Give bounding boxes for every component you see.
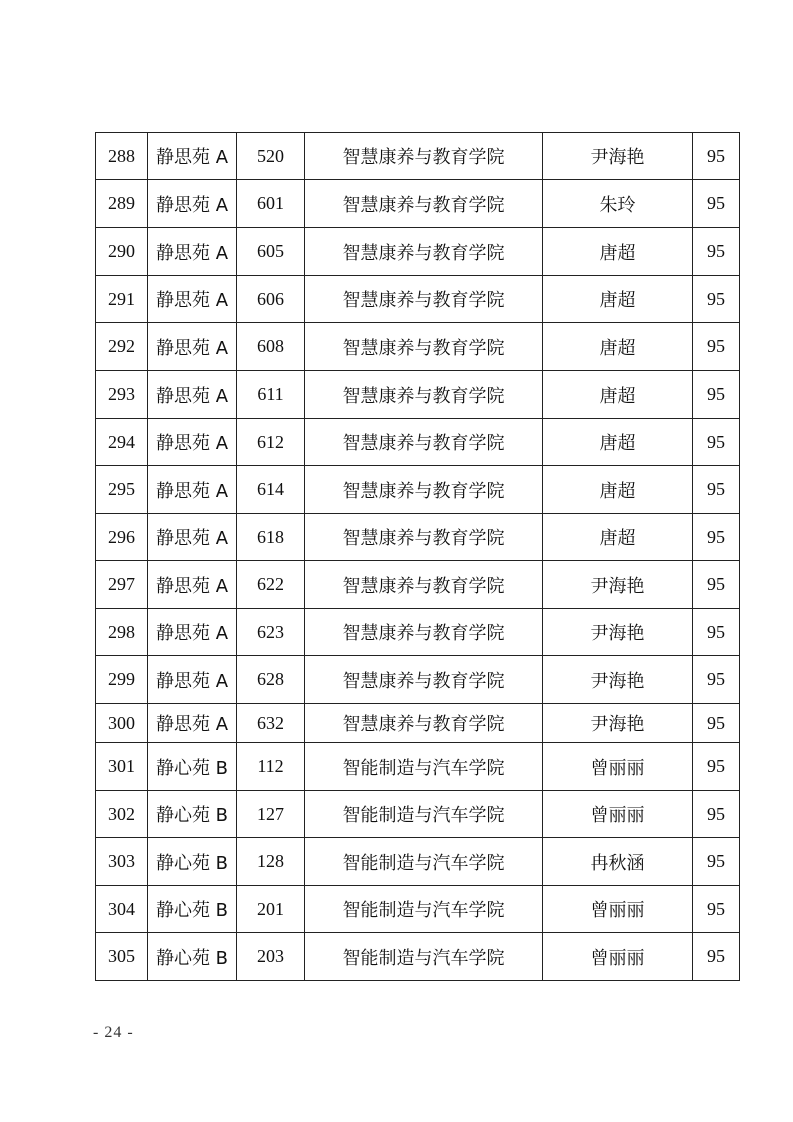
score-cell: 95 [693, 656, 740, 704]
table-row [96, 561, 740, 609]
row-number: 299 [96, 656, 148, 704]
table-row [96, 656, 740, 704]
teacher-name-cell: 尹海艳 [543, 133, 693, 180]
teacher-name-cell: 曾丽丽 [543, 743, 693, 791]
table-row [96, 466, 740, 514]
college-cell: 智慧康养与教育学院 [305, 466, 543, 514]
college-cell: 智慧康养与教育学院 [305, 561, 543, 609]
room-cell: 628 [237, 656, 305, 704]
score-cell: 95 [693, 228, 740, 276]
table-row [96, 791, 740, 838]
teacher-name-cell: 唐超 [543, 228, 693, 276]
teacher-name-cell: 尹海艳 [543, 656, 693, 704]
building-cell: 静思苑 A [148, 656, 237, 704]
room-cell: 112 [237, 743, 305, 791]
building-cell: 静思苑 A [148, 466, 237, 514]
college-cell: 智慧康养与教育学院 [305, 276, 543, 323]
room-cell: 605 [237, 228, 305, 276]
college-cell: 智能制造与汽车学院 [305, 791, 543, 838]
table-row [96, 514, 740, 561]
row-number: 289 [96, 180, 148, 228]
table-row [96, 228, 740, 276]
college-cell: 智慧康养与教育学院 [305, 419, 543, 466]
table-row [96, 933, 740, 981]
building-cell: 静心苑 B [148, 743, 237, 791]
row-number: 305 [96, 933, 148, 981]
college-cell: 智慧康养与教育学院 [305, 656, 543, 704]
table-row [96, 886, 740, 933]
teacher-name-cell: 曾丽丽 [543, 933, 693, 981]
building-cell: 静心苑 B [148, 838, 237, 886]
building-cell: 静思苑 A [148, 561, 237, 609]
score-cell: 95 [693, 133, 740, 180]
row-number: 300 [96, 704, 148, 743]
room-cell: 606 [237, 276, 305, 323]
teacher-name-cell: 唐超 [543, 419, 693, 466]
teacher-name-cell: 唐超 [543, 323, 693, 371]
score-cell: 95 [693, 180, 740, 228]
row-number: 297 [96, 561, 148, 609]
room-cell: 618 [237, 514, 305, 561]
teacher-name-cell: 朱玲 [543, 180, 693, 228]
room-cell: 520 [237, 133, 305, 180]
table-row [96, 838, 740, 886]
score-cell: 95 [693, 466, 740, 514]
score-cell: 95 [693, 609, 740, 656]
table-row [96, 704, 740, 743]
row-number: 288 [96, 133, 148, 180]
row-number: 293 [96, 371, 148, 419]
building-cell: 静思苑 A [148, 133, 237, 180]
room-cell: 127 [237, 791, 305, 838]
building-cell: 静心苑 B [148, 933, 237, 981]
score-cell: 95 [693, 886, 740, 933]
teacher-name-cell: 尹海艳 [543, 609, 693, 656]
score-cell: 95 [693, 838, 740, 886]
teacher-name-cell: 曾丽丽 [543, 886, 693, 933]
table-row [96, 419, 740, 466]
college-cell: 智慧康养与教育学院 [305, 133, 543, 180]
teacher-name-cell: 唐超 [543, 276, 693, 323]
row-number: 292 [96, 323, 148, 371]
page-number: - 24 - [93, 1024, 134, 1041]
room-cell: 128 [237, 838, 305, 886]
room-cell: 614 [237, 466, 305, 514]
teacher-name-cell: 冉秋涵 [543, 838, 693, 886]
row-number: 304 [96, 886, 148, 933]
dormitory-score-table [95, 132, 740, 981]
room-cell: 611 [237, 371, 305, 419]
row-number: 295 [96, 466, 148, 514]
college-cell: 智能制造与汽车学院 [305, 933, 543, 981]
room-cell: 601 [237, 180, 305, 228]
room-cell: 203 [237, 933, 305, 981]
college-cell: 智慧康养与教育学院 [305, 514, 543, 561]
building-cell: 静心苑 B [148, 791, 237, 838]
building-cell: 静思苑 A [148, 514, 237, 561]
room-cell: 201 [237, 886, 305, 933]
score-cell: 95 [693, 323, 740, 371]
teacher-name-cell: 唐超 [543, 514, 693, 561]
table-row [96, 133, 740, 180]
row-number: 296 [96, 514, 148, 561]
building-cell: 静思苑 A [148, 419, 237, 466]
building-cell: 静思苑 A [148, 180, 237, 228]
score-cell: 95 [693, 561, 740, 609]
row-number: 294 [96, 419, 148, 466]
score-cell: 95 [693, 419, 740, 466]
college-cell: 智慧康养与教育学院 [305, 180, 543, 228]
table-row [96, 180, 740, 228]
table-row [96, 276, 740, 323]
room-cell: 622 [237, 561, 305, 609]
score-cell: 95 [693, 933, 740, 981]
table-row [96, 743, 740, 791]
teacher-name-cell: 尹海艳 [543, 704, 693, 743]
room-cell: 632 [237, 704, 305, 743]
college-cell: 智慧康养与教育学院 [305, 371, 543, 419]
row-number: 298 [96, 609, 148, 656]
college-cell: 智慧康养与教育学院 [305, 228, 543, 276]
building-cell: 静思苑 A [148, 228, 237, 276]
room-cell: 623 [237, 609, 305, 656]
teacher-name-cell: 唐超 [543, 466, 693, 514]
college-cell: 智能制造与汽车学院 [305, 886, 543, 933]
college-cell: 智能制造与汽车学院 [305, 838, 543, 886]
score-cell: 95 [693, 371, 740, 419]
teacher-name-cell: 唐超 [543, 371, 693, 419]
building-cell: 静思苑 A [148, 276, 237, 323]
score-cell: 95 [693, 791, 740, 838]
table-row [96, 609, 740, 656]
table-body [96, 133, 740, 981]
score-cell: 95 [693, 704, 740, 743]
table-row [96, 323, 740, 371]
teacher-name-cell: 曾丽丽 [543, 791, 693, 838]
building-cell: 静思苑 A [148, 371, 237, 419]
score-cell: 95 [693, 276, 740, 323]
table-row [96, 371, 740, 419]
row-number: 302 [96, 791, 148, 838]
row-number: 301 [96, 743, 148, 791]
college-cell: 智慧康养与教育学院 [305, 609, 543, 656]
college-cell: 智慧康养与教育学院 [305, 323, 543, 371]
row-number: 291 [96, 276, 148, 323]
row-number: 303 [96, 838, 148, 886]
row-number: 290 [96, 228, 148, 276]
teacher-name-cell: 尹海艳 [543, 561, 693, 609]
room-cell: 612 [237, 419, 305, 466]
building-cell: 静思苑 A [148, 609, 237, 656]
room-cell: 608 [237, 323, 305, 371]
college-cell: 智慧康养与教育学院 [305, 704, 543, 743]
building-cell: 静思苑 A [148, 704, 237, 743]
score-cell: 95 [693, 743, 740, 791]
score-cell: 95 [693, 514, 740, 561]
building-cell: 静心苑 B [148, 886, 237, 933]
building-cell: 静思苑 A [148, 323, 237, 371]
college-cell: 智能制造与汽车学院 [305, 743, 543, 791]
